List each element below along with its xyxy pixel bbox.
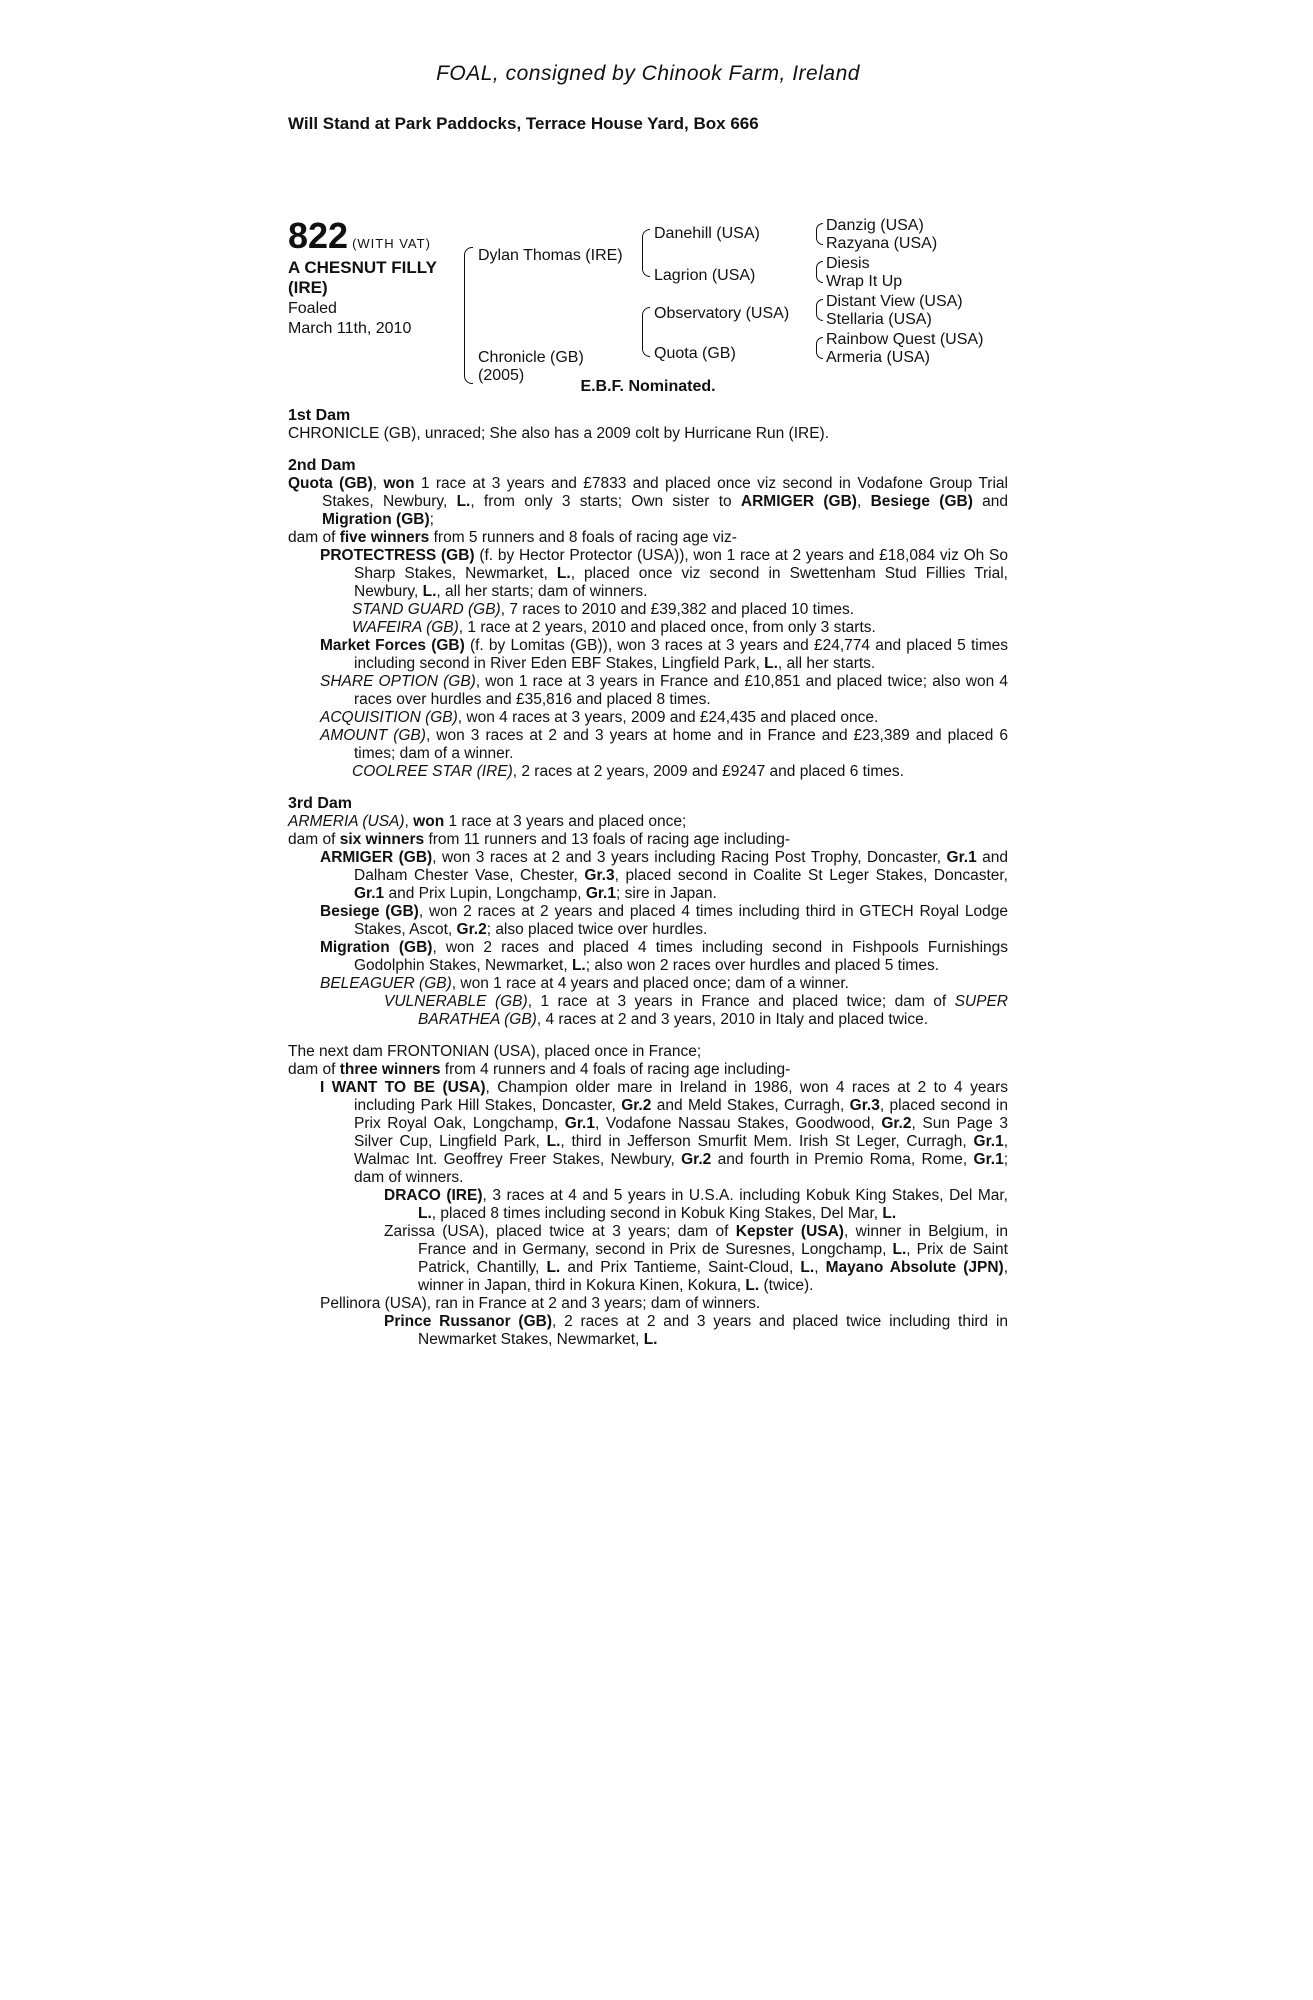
produce-pellinora: Pellinora (USA), ran in France at 2 and 3 years; dam of winners. bbox=[320, 1295, 761, 1312]
pedigree-brace-ds bbox=[816, 299, 823, 321]
ds-dam: Stellaria (USA) bbox=[826, 311, 932, 328]
pedigree-brace-main bbox=[464, 247, 473, 384]
produce-besiege: Besiege (GB), won 2 races at 2 years and placed 4 times including third in GTECH Royal Lodge Stakes, Ascot, Gr.2; also placed twice over hurdles. bbox=[320, 903, 1008, 938]
produce-migration: Migration (GB), won 2 races and placed 4 times including second in Fishpools Furnishings Godolphin Stakes, Newmarket, L.; also won 2 races over hurdles and placed 5 times. bbox=[320, 939, 1008, 974]
foaled-label: Foaled bbox=[288, 300, 337, 317]
pedigree-brace-sd bbox=[816, 261, 823, 283]
dam-year: (2005) bbox=[478, 367, 525, 384]
ss-dam: Razyana (USA) bbox=[826, 235, 938, 252]
pedigree-block bbox=[288, 157, 1008, 397]
produce-i-want-to-be: I WANT TO BE (USA), Champion older mare in Ireland in 1986, won 4 races at 2 to 4 years including Park Hill Stakes, Doncaster, Gr.2 and Meld Stakes, Curragh, Gr.3, placed second in Prix Royal Oak, Longchamp, Gr.1, Vodafone Nassau Stakes, Goodwood, Gr.2, Sun Page 3 Silver Cup, Lingfield Park, L., third in Jefferson Smurfit Mem. Irish St Leger, Curragh, Gr.1, Walmac Int. Geoffrey Freer Stakes, Newbury, Gr.2 and fourth in Premio Roma, Rome, Gr.1; dam of winners. bbox=[320, 1079, 1009, 1186]
third-dam-title: 3rd Dam bbox=[288, 795, 353, 812]
foaled-info bbox=[288, 299, 411, 339]
produce-beleaguer: BELEAGUER (GB), won 1 race at 4 years and placed once; dam of a winner. bbox=[320, 975, 849, 992]
sire-sire: Danehill (USA) bbox=[654, 225, 760, 242]
sire-dam: Lagrion (USA) bbox=[654, 267, 756, 284]
produce-vulnerable: VULNERABLE (GB), 1 race at 3 years in France and placed twice; dam of SUPER BARATHEA (GB), 4 races at 2 and 3 years, 2010 in Italy and placed twice. bbox=[384, 993, 1008, 1028]
horse-name: Quota (GB) bbox=[288, 475, 373, 492]
pedigree-brace-dd bbox=[816, 337, 823, 359]
third-dam-entry: ARMERIA (USA), won 1 race at 3 years and placed once; bbox=[288, 813, 687, 830]
produce-armiger: ARMIGER (GB), won 3 races at 2 and 3 years including Racing Post Trophy, Doncaster, Gr.1 and Dalham Chester Vase, Chester, Gr.3, placed second in Coalite St Leger Stakes, Doncaster, Gr.1 and Prix Lupin, Longchamp, Gr.1; sire in Japan. bbox=[320, 849, 1008, 902]
produce-prince-russanor: Prince Russanor (GB), 2 races at 2 and 3 years and placed twice including third in Newmarket Stakes, Newmarket, L. bbox=[384, 1313, 1009, 1348]
dam-sire: Observatory (USA) bbox=[654, 305, 790, 322]
pedigree-brace-dam bbox=[642, 307, 650, 357]
sd-dam: Wrap It Up bbox=[826, 273, 903, 290]
dam-dam: Quota (GB) bbox=[654, 345, 736, 362]
produce-protectress: PROTECTRESS (GB) (f. by Hector Protector (USA)), won 1 race at 2 years and £18,084 viz Oh So Sharp Stakes, Newmarket, L., placed once viz second in Swettenham Stud Fillies Trial, Newbury, L., all her starts; dam of winners. bbox=[320, 547, 1008, 600]
dd-sire: Rainbow Quest (USA) bbox=[826, 331, 984, 348]
dd-dam: Armeria (USA) bbox=[826, 349, 931, 366]
dam-name: Chronicle (GB) bbox=[478, 349, 584, 366]
sd-sire: Diesis bbox=[826, 255, 870, 272]
pedigree-brace-sire bbox=[642, 229, 650, 277]
produce-market-forces: Market Forces (GB) (f. by Lomitas (GB)), won 3 races at 3 years and £24,774 and placed 5 times including second in River Eden EBF Stakes, Lingfield Park, L., all her starts. bbox=[320, 637, 1008, 672]
produce-acquisition: ACQUISITION (GB), won 4 races at 3 years, 2009 and £24,435 and placed once. bbox=[320, 709, 879, 726]
lot-name bbox=[288, 258, 458, 298]
third-dam-produce-line: dam of six winners from 11 runners and 13 foals of racing age including- bbox=[288, 831, 791, 848]
ss-sire: Danzig (USA) bbox=[826, 217, 924, 234]
produce-share-option: SHARE OPTION (GB), won 1 race at 3 years in France and £10,851 and placed twice; also won 4 races over hurdles and £35,816 and placed 8 times. bbox=[320, 673, 1008, 708]
page-header: FOAL, consigned by Chinook Farm, Ireland bbox=[436, 62, 860, 85]
first-dam-title: 1st Dam bbox=[288, 407, 351, 424]
lot-number: 822 bbox=[288, 215, 349, 256]
sire-name: Dylan Thomas (IRE) bbox=[478, 247, 623, 264]
produce-wafeira: WAFEIRA (GB), 1 race at 2 years, 2010 and placed once, from only 3 starts. bbox=[352, 619, 876, 636]
second-dam-title: 2nd Dam bbox=[288, 457, 356, 474]
pedigree-brace-ss bbox=[816, 223, 823, 245]
stand-location: Will Stand at Park Paddocks, Terrace House Yard, Box 666 bbox=[288, 114, 759, 133]
second-dam-produce-line: dam of five winners from 5 runners and 8 foals of racing age viz- bbox=[288, 529, 737, 546]
lot-name-line2: (IRE) bbox=[288, 278, 328, 297]
first-dam-text: CHRONICLE (GB), unraced; She also has a 2009 colt by Hurricane Run (IRE). bbox=[288, 425, 830, 442]
ds-sire: Distant View (USA) bbox=[826, 293, 963, 310]
produce-amount: AMOUNT (GB), won 3 races at 2 and 3 years at home and in France and £23,389 and placed 6 times; dam of a winner. bbox=[320, 727, 1008, 762]
lot-name-line1: A CHESNUT FILLY bbox=[288, 258, 437, 277]
next-dam-produce-line: dam of three winners from 4 runners and 4 foals of racing age including- bbox=[288, 1061, 791, 1078]
next-dam-line: The next dam FRONTONIAN (USA), placed once in France; bbox=[288, 1043, 702, 1060]
produce-coolree-star: COOLREE STAR (IRE), 2 races at 2 years, 2009 and £9247 and placed 6 times. bbox=[352, 763, 904, 780]
produce-stand-guard: STAND GUARD (GB), 7 races to 2010 and £39,382 and placed 10 times. bbox=[352, 601, 855, 618]
ebf-nominated: E.B.F. Nominated. bbox=[580, 378, 716, 395]
lot-number-line bbox=[288, 215, 431, 257]
second-dam-entry: Quota (GB), won 1 race at 3 years and £7833 and placed once viz second in Vodafone Group Trial Stakes, Newbury, L., from only 3 starts; Own sister to ARMIGER (GB), Besiege (GB) and Migration (GB); bbox=[288, 475, 1008, 528]
produce-draco: DRACO (IRE), 3 races at 4 and 5 years in U.S.A. including Kobuk King Stakes, Del Mar, L., placed 8 times including second in Kobuk King Stakes, Del Mar, L. bbox=[384, 1187, 1008, 1222]
foaled-date: March 11th, 2010 bbox=[288, 320, 412, 337]
produce-zarissa: Zarissa (USA), placed twice at 3 years; dam of Kepster (USA), winner in Belgium, in France and in Germany, second in Prix de Suresnes, Longchamp, L., Prix de Saint Patrick, Chantilly, L. and Prix Tantieme, Saint-Cloud, L., Mayano Absolute (JPN), winner in Japan, third in Kokura Kinen, Kokura, L. (twice). bbox=[384, 1223, 1008, 1294]
vat-label: (WITH VAT) bbox=[352, 236, 431, 251]
catalogue-body bbox=[288, 407, 1008, 1349]
